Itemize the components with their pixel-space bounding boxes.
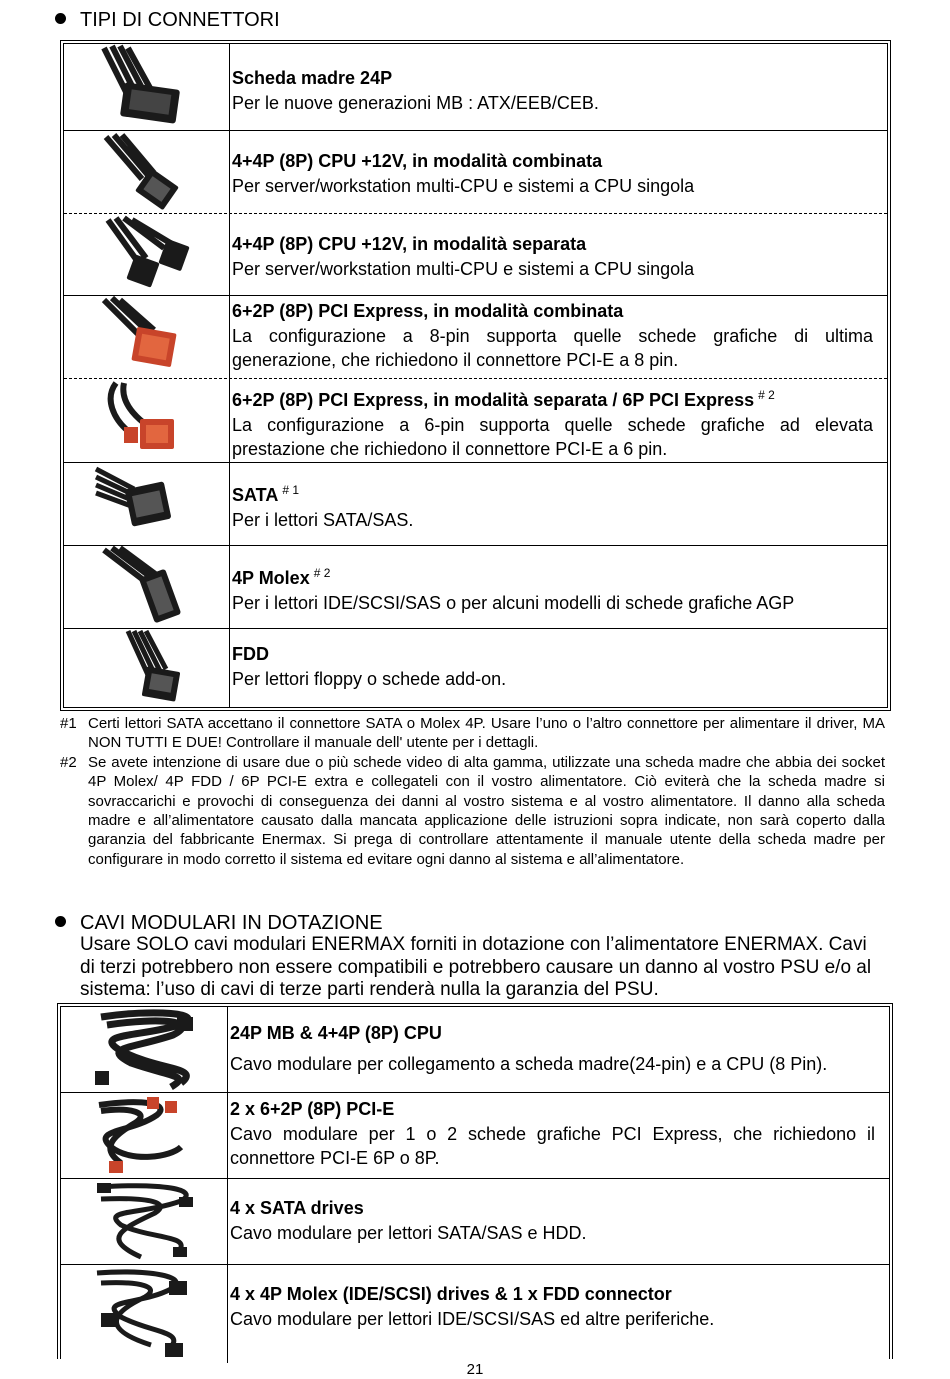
connector-sata-icon [64, 463, 229, 545]
connector-text-cell [232, 379, 873, 462]
table-row [61, 1179, 889, 1265]
table-row [61, 1007, 889, 1093]
connector-24p-icon [64, 44, 229, 130]
cable-image-cell [61, 1007, 228, 1092]
connector-pcie-combined-icon [64, 296, 229, 378]
connector-description: Per server/workstation multi-CPU e sistemi a CPU singola [232, 175, 695, 196]
footnote-ref: # 2 [758, 388, 775, 402]
cable-title: 4 x SATA drives [230, 1198, 364, 1218]
connector-text-cell [232, 296, 873, 378]
connector-description: Per lettori floppy o schede add-on. [232, 668, 507, 689]
connector-image-cell [64, 44, 230, 130]
connector-title: 4+4P (8P) CPU +12V, in modalità combinata [232, 151, 603, 171]
section-heading-modular-cables [55, 912, 383, 935]
connector-types-table [60, 40, 891, 711]
connector-cpu-combined-icon [64, 131, 229, 213]
connector-title: 4+4P (8P) CPU +12V, in modalità separata [232, 234, 587, 254]
cable-pcie-icon [61, 1093, 227, 1178]
footnotes [60, 714, 885, 869]
connector-text-cell [232, 463, 873, 545]
connector-description: Per server/workstation multi-CPU e sistemi a CPU singola [232, 258, 695, 279]
connector-text-cell [232, 44, 873, 130]
footnote-key: #2 [60, 753, 77, 771]
page-number: 21 [466, 1361, 484, 1378]
table-row [64, 296, 887, 379]
table-row [64, 546, 887, 629]
footnote-ref: # 1 [282, 483, 300, 497]
connector-title: 6+2P (8P) PCI Express, in modalità combinata [232, 301, 624, 321]
connector-image-cell [64, 629, 230, 707]
cable-title: 2 x 6+2P (8P) PCI-E [230, 1099, 395, 1119]
connector-cpu-separate-icon [64, 214, 229, 295]
connector-description: Per le nuove generazioni MB : ATX/EEB/CEB. [232, 92, 599, 113]
section-title: TIPI DI CONNETTORI [80, 9, 280, 31]
cable-sata-icon [61, 1179, 227, 1264]
cable-text-cell [230, 1179, 875, 1264]
cable-image-cell [61, 1265, 228, 1363]
connector-text-cell [232, 131, 873, 213]
bullet-icon [55, 916, 66, 927]
footnote [60, 714, 885, 753]
section-title: CAVI MODULARI IN DOTAZIONE [80, 912, 383, 934]
footnote-text: Certi lettori SATA accettano il connettore SATA o Molex 4P. Usare l’uno o l’altro connettore per alimentare il driver, MA NON TUTTI E DUE! Controllare il manuale dell' utente per i dettagli. [88, 715, 885, 752]
cable-title: 4 x 4P Molex (IDE/SCSI) drives & 1 x FDD connector [230, 1284, 672, 1304]
connector-image-cell [64, 131, 230, 213]
table-row [64, 379, 887, 463]
cable-mb-cpu-icon [61, 1007, 227, 1092]
footnote-ref: # 2 [313, 566, 331, 580]
connector-image-cell [64, 214, 230, 295]
connector-description: Per i lettori SATA/SAS. [232, 509, 414, 530]
connector-title: SATA [232, 485, 279, 505]
cable-text-cell [230, 1093, 875, 1178]
modular-cables-table [57, 1003, 893, 1359]
connector-title: 4P Molex [232, 568, 310, 588]
connector-description: La configurazione a 6-pin supporta quelle schede grafiche ad elevata prestazione che richiedono il connettore PCI-E a 6 pin. [232, 414, 873, 459]
table-row [64, 629, 887, 707]
cable-description: Cavo modulare per lettori SATA/SAS e HDD. [230, 1222, 587, 1243]
cable-description: Cavo modulare per lettori IDE/SCSI/SAS ed altre periferiche. [230, 1308, 715, 1329]
table-row [64, 131, 887, 214]
cable-description: Cavo modulare per collegamento a scheda madre(24-pin) e a CPU (8 Pin). [230, 1053, 828, 1074]
connector-text-cell [232, 546, 873, 628]
connector-title: FDD [232, 644, 269, 664]
connector-fdd-icon [64, 629, 229, 707]
connector-image-cell [64, 296, 230, 378]
table-row [64, 214, 887, 296]
cable-text-cell [230, 1007, 875, 1092]
connector-image-cell [64, 379, 230, 462]
table-row [61, 1265, 889, 1363]
footnote [60, 753, 885, 869]
connector-pcie-separate-icon [64, 379, 229, 462]
connector-image-cell [64, 463, 230, 545]
section-heading-connector-types [55, 9, 280, 32]
footnote-text: Se avete intenzione di usare due o più schede video di alta gamma, utilizzate una scheda madre che abbia dei socket 4P Molex/ 4P FDD / 6P PCI-E extra e collegateli con il vostro alimentatore. Ciò eviterà che la scheda madre si sovraccarichi e provochi di conseguenza dei danni al vostro sistema e al vostro alimentatore. Il danno alla scheda madre e all’alimentatore causato dalla mancata applicazione delle istruzioni sopra indicate, non sarà coperto dalla garanzia del fabbricante Enermax. Si prega di controllare attentamente il manuale utente della scheda madre per configurare in modo corretto il sistema ed evitare ogni danno al sistema e all’alimentatore. [88, 753, 885, 868]
connector-text-cell [232, 629, 873, 707]
cable-image-cell [61, 1179, 228, 1264]
connector-title: Scheda madre 24P [232, 68, 393, 88]
connector-title: 6+2P (8P) PCI Express, in modalità separata / 6P PCI Express [232, 390, 755, 410]
table-row [64, 463, 887, 546]
bullet-icon [55, 13, 66, 24]
section-intro: Usare SOLO cavi modulari ENERMAX forniti in dotazione con l’alimentatore ENERMAX. Cavi di terzi potrebbero non essere compatibili e potrebbero causare un danno al vostro PSU e/o al sistema: l’uso di cavi di terze parti renderà nulla la garanzia del PSU. [80, 934, 872, 1000]
connector-description: Per i lettori IDE/SCSI/SAS o per alcuni modelli di schede grafiche AGP [232, 592, 795, 613]
table-row [64, 44, 887, 131]
cable-image-cell [61, 1093, 228, 1178]
table-row [61, 1093, 889, 1179]
connector-description: La configurazione a 8-pin supporta quelle schede grafiche di ultima generazione, che richiedono il connettore PCI-E a 8 pin. [232, 325, 873, 370]
connector-image-cell [64, 546, 230, 628]
cable-text-cell [230, 1265, 875, 1363]
footnote-key: #1 [60, 715, 77, 732]
cable-description: Cavo modulare per 1 o 2 schede grafiche PCI Express, che richiedono il connettore PCI-E 6P o 8P. [230, 1123, 875, 1168]
connector-molex-icon [64, 546, 229, 628]
cable-title: 24P MB & 4+4P (8P) CPU [230, 1023, 442, 1043]
cable-molex-fdd-icon [61, 1265, 227, 1361]
connector-text-cell [232, 214, 873, 295]
